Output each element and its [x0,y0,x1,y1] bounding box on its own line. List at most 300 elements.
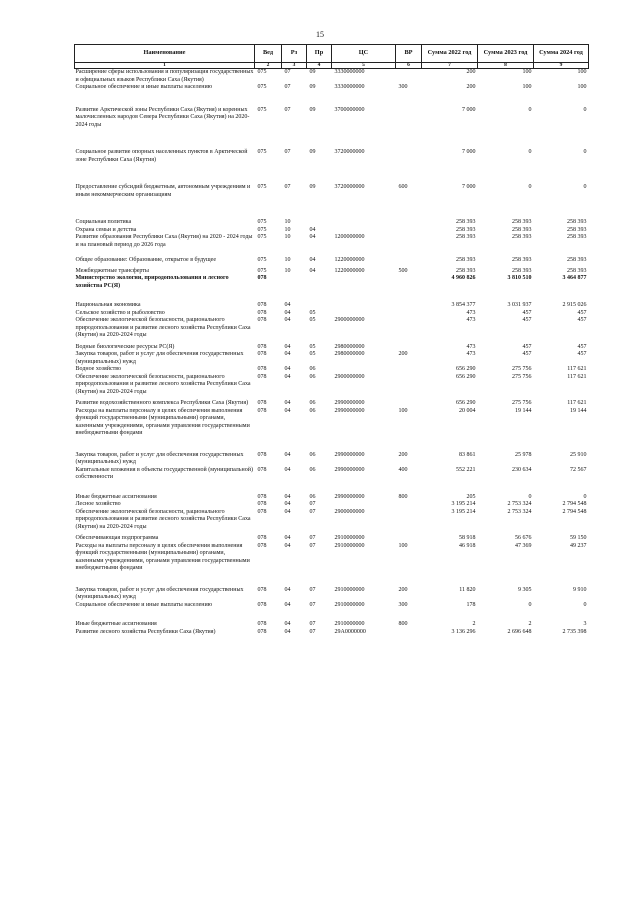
row-sum-2023: 275 756 [512,400,532,406]
row-rz: 07 [284,69,291,75]
row-name: Социальная политика [75,219,132,225]
row-cs: 2910000000 [334,601,365,608]
header-ved: Вед [255,45,282,63]
row-pr: 07 [309,586,316,593]
row-name: Водное хозяйство [75,366,122,372]
row-sum-2024: 258 393 [567,234,587,240]
row-cs: 2990000000 [334,407,365,414]
row-cs: 2990000000 [334,400,365,406]
row-pr: 07 [309,542,316,549]
row-vr: 300 [398,601,408,608]
row-sum-2024: 100 [577,84,587,90]
row-rz: 04 [284,302,291,308]
row-vr [396,374,422,401]
row-sum-2022: 656 290 [456,373,476,380]
row-name: Охрана семьи и детства [75,226,137,233]
row-vr [396,509,422,536]
row-ved: 078 [257,451,267,458]
row-vr [396,234,422,257]
table-row [75,621,589,629]
row-sum-2022: 473 [466,309,476,316]
row-name: Социальное развитие опорных населенных пунктов в Арктической зоне Республики Саха (Якутия) [75,149,248,163]
table-body [75,69,589,637]
row-cs: 3720000000 [334,184,365,190]
row-sum-2024: 72 567 [570,466,587,473]
row-sum-2022: 3 195 214 [451,508,476,515]
row-cs: 3700000000 [334,106,365,113]
row-ved: 078 [257,508,267,515]
row-sum-2023: 457 [522,317,532,323]
row-sum-2023: 275 756 [512,366,532,372]
table-row [75,227,589,235]
row-rz: 04 [284,586,291,593]
row-vr: 200 [398,586,408,593]
row-sum-2024: 457 [577,351,587,357]
header-pr: Пр [307,45,332,63]
row-pr: 04 [309,226,316,233]
row-pr: 06 [309,407,316,414]
row-sum-2022: 258 393 [456,219,476,225]
table-row [75,629,589,637]
row-vr: 400 [398,466,408,473]
column-number: 3 [282,63,307,69]
row-cs [332,302,396,310]
row-rz: 04 [284,317,291,323]
row-cs: 29А0000000 [334,628,366,635]
row-vr [396,302,422,310]
table-row [75,509,589,536]
row-cs [332,366,396,374]
row-name: Социальное обеспечение и иные выплаты населению [75,601,213,608]
table-row [75,501,589,509]
row-sum-2022: 7 000 [462,184,476,190]
row-pr: 09 [309,184,316,190]
row-name: Развитие образования Республики Саха (Якутия) на 2020 - 2024 годы и на плановый период до 2026 года [75,234,253,248]
row-name: Предоставление субсидий бюджетным, автономным учреждениям и иным некоммерческим организациям [75,184,251,198]
row-sum-2023: 19 144 [515,407,532,414]
row-cs: 3330000000 [334,84,365,90]
row-pr: 06 [309,373,316,380]
row-ved: 075 [257,84,267,90]
row-pr [307,275,332,302]
row-vr [396,400,422,408]
row-sum-2023: 56 676 [515,535,532,541]
row-rz: 07 [284,184,291,190]
row-rz: 10 [284,219,291,225]
row-cs: 2900000000 [334,317,365,323]
row-vr: 600 [398,184,408,190]
row-rz: 04 [284,501,291,507]
row-sum-2023: 3 810 510 [507,275,532,281]
table-row [75,587,589,602]
row-vr: 500 [398,267,408,274]
row-pr: 06 [309,400,316,406]
row-cs: 3330000000 [334,69,365,75]
row-sum-2022: 3 854 377 [451,302,476,308]
table-row [75,149,589,184]
table-row [75,257,589,268]
row-rz: 04 [284,628,291,635]
row-sum-2024: 258 393 [567,219,587,225]
row-rz: 04 [284,621,291,627]
row-cs: 3720000000 [334,149,365,155]
row-pr [307,219,332,227]
row-vr: 300 [398,84,408,90]
row-pr: 04 [309,234,316,240]
table-row [75,494,589,502]
row-sum-2023: 47 369 [515,542,532,549]
row-pr: 07 [309,628,316,635]
row-sum-2024: 457 [577,317,587,323]
row-cs [332,275,396,302]
row-sum-2024: 2 735 398 [562,628,587,635]
column-number: 8 [478,63,534,69]
row-vr: 200 [398,351,408,357]
row-sum-2023: 0 [528,149,532,155]
row-pr: 09 [309,84,316,90]
row-name: Общее образование: Образование, открытое в будущее [75,257,216,263]
row-sum-2022: 656 290 [456,400,476,406]
row-pr: 05 [309,343,316,350]
row-rz: 04 [284,493,291,500]
row-sum-2022: 552 221 [456,466,476,473]
row-sum-2024: 2 915 026 [562,302,587,308]
row-sum-2024: 258 393 [567,257,587,263]
column-number: 9 [534,63,589,69]
table-row [75,366,589,374]
table-row [75,535,589,543]
row-rz [282,275,307,302]
row-ved: 078 [257,466,267,473]
row-ved: 078 [257,309,267,316]
row-pr: 07 [309,535,316,541]
row-sum-2022: 473 [466,343,476,350]
row-ved: 078 [257,400,267,406]
row-cs: 1220000000 [334,257,365,263]
row-ved: 078 [257,351,267,357]
row-ved: 075 [257,226,267,233]
row-cs: 2910000000 [334,542,365,549]
row-sum-2023: 258 393 [512,234,532,240]
row-sum-2023: 100 [522,84,532,90]
row-ved: 078 [257,535,267,541]
row-sum-2023: 457 [522,351,532,357]
row-vr: 800 [398,621,408,627]
row-sum-2024: 0 [583,493,587,500]
row-pr: 06 [309,493,316,500]
row-pr: 05 [309,351,316,357]
row-rz: 10 [284,257,291,263]
row-sum-2023: 3 031 937 [507,302,532,308]
row-pr: 06 [309,466,316,473]
row-sum-2024: 258 393 [567,267,587,274]
row-sum-2022: 258 393 [456,267,476,274]
row-vr [396,366,422,374]
row-pr: 06 [309,366,316,372]
row-ved: 078 [257,317,267,323]
row-cs: 2900000000 [334,508,365,515]
row-sum-2023: 100 [522,69,532,75]
row-vr [396,317,422,344]
table-row [75,543,589,587]
row-rz: 04 [284,601,291,608]
table-row [75,344,589,352]
row-ved: 078 [257,628,267,635]
table-row [75,69,589,85]
row-cs: 1220000000 [334,267,365,274]
column-number: 2 [255,63,282,69]
row-sum-2024: 457 [577,309,587,316]
row-sum-2024: 59 150 [570,535,587,541]
row-vr [396,257,422,268]
row-sum-2023: 258 393 [512,219,532,225]
row-rz: 10 [284,226,291,233]
row-vr [396,344,422,352]
row-ved: 078 [257,493,267,500]
row-ved: 075 [257,106,267,113]
row-sum-2024: 0 [583,149,587,155]
row-vr: 800 [398,493,408,500]
row-sum-2023: 258 393 [512,257,532,263]
row-ved: 078 [257,366,267,372]
row-pr: 05 [309,317,316,323]
row-sum-2022: 58 918 [459,535,476,541]
row-name: Развитие водохозяйственного комплекса Республики Саха (Якутия) [75,400,249,406]
row-sum-2022: 473 [466,351,476,357]
table-row [75,302,589,310]
row-sum-2023: 457 [522,343,532,350]
row-vr [396,227,422,235]
row-sum-2023: 2 753 324 [507,508,532,515]
row-vr [396,69,422,85]
row-vr [396,107,422,150]
row-sum-2023: 0 [528,184,532,190]
row-cs: 2910000000 [334,621,365,627]
row-ved: 078 [257,407,267,414]
row-sum-2023: 2 696 648 [507,628,532,635]
row-cs: 2980000000 [334,351,365,357]
row-sum-2023: 0 [528,601,532,608]
row-sum-2024: 100 [577,69,587,75]
row-sum-2022: 205 [466,493,476,500]
row-sum-2022: 473 [466,317,476,323]
row-cs: 2990000000 [334,451,365,458]
row-sum-2023: 0 [528,493,532,500]
row-name: Национальная экономика [75,302,141,308]
row-sum-2024: 3 [583,621,587,627]
row-sum-2024: 0 [583,106,587,113]
row-ved: 078 [257,621,267,627]
row-sum-2022: 20 004 [459,407,476,414]
row-sum-2023: 457 [522,309,532,316]
row-ved: 078 [257,373,267,380]
row-vr: 100 [398,542,408,549]
row-ved: 078 [257,275,267,281]
row-sum-2022: 258 393 [456,226,476,233]
row-name: Обеспечивающая подпрограмма [75,535,159,541]
header-row [75,45,589,63]
table-row [75,310,589,318]
table-row [75,268,589,276]
row-rz: 04 [284,373,291,380]
row-name: Капитальные вложения в объекты государственной (муниципальной) собственности [75,466,253,480]
row-sum-2024: 117 621 [567,400,587,406]
row-rz: 04 [284,309,291,316]
row-cs: 2910000000 [334,535,365,541]
row-sum-2024: 117 621 [567,373,587,380]
table-row [75,275,589,302]
row-rz: 04 [284,451,291,458]
budget-table [74,44,589,636]
row-ved: 075 [257,234,267,240]
row-ved: 075 [257,184,267,190]
row-vr [396,219,422,227]
table-row [75,400,589,408]
row-sum-2023: 0 [528,106,532,113]
row-vr [396,629,422,637]
row-name: Расширение сферы использования и популяризация государственных и официальных языков Республики Саха (Якутия) [75,69,254,83]
row-cs [332,219,396,227]
header-rz: Рз [282,45,307,63]
row-cs: 2910000000 [334,586,365,593]
row-sum-2023: 2 [528,621,532,627]
row-sum-2022: 7 000 [462,106,476,113]
row-ved: 075 [257,149,267,155]
row-sum-2023: 25 978 [515,451,532,458]
row-pr: 09 [309,149,316,155]
row-name: Министерство экологии, природопользования и лесного хозяйства РС(Я) [75,275,229,289]
row-rz: 04 [284,343,291,350]
row-name: Расходы на выплаты персоналу в целях обеспечения выполнения функций государственными (муниципальными) органами, казенными учреждениями, органами управления государственными внебюджетными фондами [75,407,250,436]
row-ved: 075 [257,219,267,225]
table-row [75,452,589,467]
row-name: Закупка товаров, работ и услуг для обеспечения государственных (муниципальных) нужд [75,451,244,465]
table-row [75,184,589,219]
row-ved: 078 [257,343,267,350]
row-rz: 04 [284,542,291,549]
row-sum-2023: 258 393 [512,226,532,233]
row-rz: 04 [284,400,291,406]
row-ved: 078 [257,601,267,608]
row-rz: 07 [284,149,291,155]
row-name: Развитие Арктической зоны Республики Саха (Якутия) и коренных малочисленных народов Севера Республики Саха (Якутия) на 2020-2024 годы [75,106,250,128]
header-sum-2024: Сумма 2024 год [534,45,589,63]
row-pr: 09 [309,69,316,75]
row-ved: 078 [257,542,267,549]
row-sum-2024: 49 237 [570,542,587,549]
row-rz: 04 [284,407,291,414]
row-sum-2022: 7 000 [462,149,476,155]
column-number: 4 [307,63,332,69]
row-ved: 075 [257,69,267,75]
row-sum-2024: 9 910 [573,586,587,593]
header-name: Наименование [75,45,255,63]
row-sum-2022: 178 [466,601,476,608]
row-name: Водные биологические ресурсы РС(Я) [75,343,175,350]
row-name: Обеспечение экологической безопасности, рационального природопользования и развитие лесного хозяйства Республики Саха (Якутия) на 2020-2024 годы [75,373,251,395]
row-sum-2022: 200 [466,69,476,75]
row-rz: 10 [284,234,291,240]
row-sum-2022: 83 861 [459,451,476,458]
row-sum-2022: 258 393 [456,234,476,240]
row-name: Иные бюджетные ассигнования [75,493,157,500]
row-cs: 2900000000 [334,373,365,380]
header-sum-2022: Сумма 2022 год [422,45,478,63]
row-rz: 04 [284,535,291,541]
row-name: Лесное хозяйство [75,501,121,507]
row-sum-2022: 11 820 [459,586,476,593]
row-pr [307,302,332,310]
row-sum-2022: 4 960 826 [451,275,476,281]
row-name: Расходы на выплаты персоналу в целях обеспечения выполнения функций государственными (муниципальными) органами, казенными учреждениями, органами управления государственными внебюджетными фондами [75,542,250,571]
table-row [75,602,589,622]
row-cs: 2990000000 [334,466,365,473]
row-pr: 05 [309,309,316,316]
row-name: Обеспечение экологической безопасности, рационального природопользования и развитие лесного хозяйства Республики Саха (Якутия) на 2020-2024 годы [75,508,251,530]
row-pr: 04 [309,257,316,263]
row-ved: 078 [257,302,267,308]
row-sum-2022: 46 918 [459,542,476,549]
row-sum-2024: 25 910 [570,451,587,458]
row-rz: 04 [284,351,291,357]
row-sum-2023: 2 753 324 [507,501,532,507]
row-pr: 06 [309,451,316,458]
header-sum-2023: Сумма 2023 год [478,45,534,63]
table-row [75,374,589,401]
row-cs [332,310,396,318]
row-rz: 04 [284,366,291,372]
row-sum-2023: 258 393 [512,267,532,274]
row-name: Межбюджетные трансферты [75,267,149,274]
row-cs: 1200000000 [334,234,365,240]
table-row [75,467,589,494]
row-sum-2023: 9 305 [518,586,532,593]
row-name: Сельское хозяйство и рыболовство [75,309,165,316]
row-sum-2024: 3 464 877 [562,275,587,281]
row-cs [332,501,396,509]
row-vr [396,310,422,318]
row-rz: 07 [284,84,291,90]
row-name: Иные бюджетные ассигнования [75,621,157,627]
row-pr: 07 [309,601,316,608]
row-ved: 078 [257,501,267,507]
row-ved: 078 [257,586,267,593]
row-cs: 2980000000 [334,343,365,350]
row-vr [396,535,422,543]
row-name: Социальное обеспечение и иные выплаты населению [75,84,213,90]
row-sum-2023: 275 756 [512,373,532,380]
row-sum-2024: 2 794 548 [562,501,587,507]
row-name: Развитие лесного хозяйства Республики Саха (Якутия) [75,628,216,635]
row-name: Закупка товаров, работ и услуг для обеспечения государственных (муниципальных) нужд [75,586,244,600]
row-rz: 07 [284,106,291,113]
row-vr [396,149,422,184]
column-number: 5 [332,63,396,69]
row-name: Закупка товаров, работ и услуг для обеспечения государственных (муниципальных) нужд [75,351,244,365]
header-vr: ВР [396,45,422,63]
row-pr: 07 [309,508,316,515]
row-sum-2024: 117 621 [567,366,587,372]
table-row [75,234,589,257]
row-sum-2023: 230 634 [512,466,532,473]
table-row [75,84,589,107]
row-vr: 200 [398,451,408,458]
row-pr: 07 [309,621,316,627]
table-row [75,219,589,227]
row-sum-2024: 258 393 [567,226,587,233]
row-name: Обеспечение экологической безопасности, рационального природопользования и развитие лесного хозяйства Республики Саха (Якутия) на 2020-2024 годы [75,317,251,338]
table-row [75,351,589,366]
